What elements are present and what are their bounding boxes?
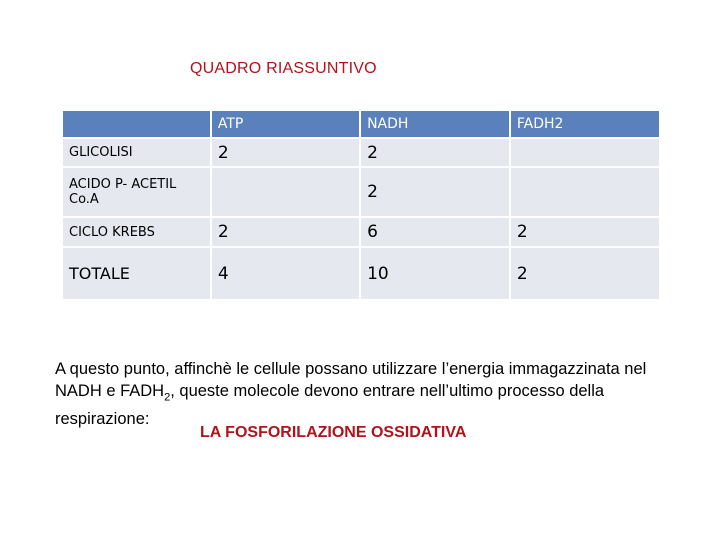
fadh2-cell: 2	[511, 218, 659, 246]
header-cell-empty	[63, 111, 210, 137]
table-row-glicolisi	[63, 139, 659, 166]
atp-cell: 2	[212, 139, 359, 166]
explanation-paragraph	[55, 358, 685, 430]
paragraph-text-end: , queste molecole devono entrare nell’ultimo processo della respirazione:	[55, 382, 605, 429]
table-header-row	[63, 111, 659, 137]
table-row-acido-acetil	[63, 168, 659, 216]
final-heading: LA FOSFORILAZIONE OSSIDATIVA	[200, 424, 467, 441]
header-cell-nadh: NADH	[361, 111, 509, 137]
summary-table	[61, 109, 661, 301]
row-label: TOTALE	[63, 248, 210, 299]
fadh2-cell: 2	[511, 248, 659, 299]
paragraph-subscript: 2	[164, 391, 171, 404]
row-label: GLICOLISI	[63, 139, 210, 166]
row-label: ACIDO P- ACETIL Co.A	[63, 168, 210, 216]
nadh-cell: 2	[361, 168, 509, 216]
nadh-cell: 6	[361, 218, 509, 246]
atp-cell	[212, 168, 359, 216]
fadh2-cell	[511, 168, 659, 216]
table-row-totale	[63, 248, 659, 299]
fadh2-cell	[511, 139, 659, 166]
atp-cell: 2	[212, 218, 359, 246]
atp-cell: 4	[212, 248, 359, 299]
table-row-ciclo-krebs	[63, 218, 659, 246]
row-label: CICLO KREBS	[63, 218, 210, 246]
header-cell-atp: ATP	[212, 111, 359, 137]
paragraph-text-start: A questo punto, affinchè le cellule possano utilizzare l’energia immagazzinata nel NADH e FADH	[55, 360, 647, 400]
nadh-cell: 2	[361, 139, 509, 166]
nadh-cell: 10	[361, 248, 509, 299]
page-title: QUADRO RIASSUNTIVO	[190, 60, 377, 77]
header-cell-fadh2: FADH2	[511, 111, 659, 137]
